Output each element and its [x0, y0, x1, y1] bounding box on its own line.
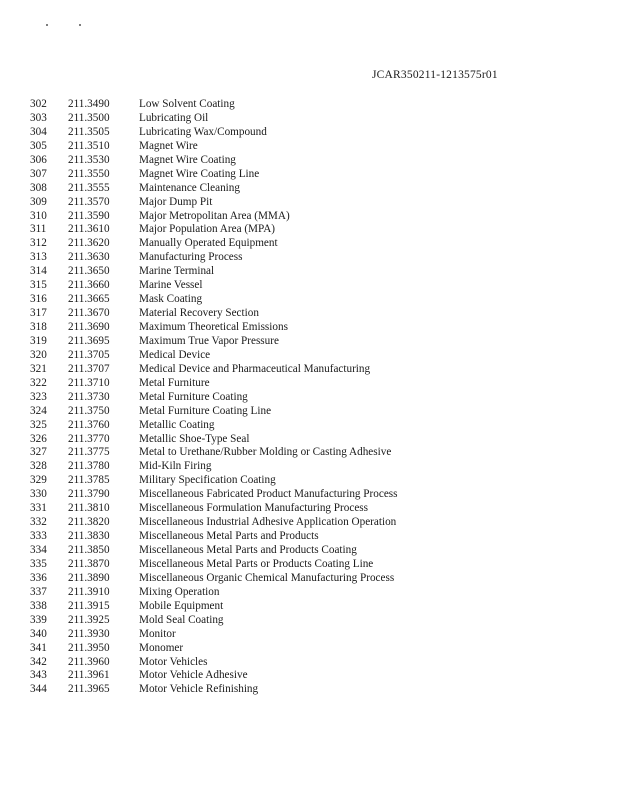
section-number: 211.3780 — [68, 460, 110, 473]
table-row — [30, 419, 610, 433]
row-number: 333 — [30, 530, 47, 543]
defined-term: Monitor — [139, 627, 176, 640]
table-row — [30, 349, 610, 363]
section-number: 211.3915 — [68, 599, 110, 612]
definitions-table — [30, 98, 610, 697]
table-row — [30, 196, 610, 210]
table-row — [30, 614, 610, 628]
table-row — [30, 210, 610, 224]
defined-term: Major Metropolitan Area (MMA) — [139, 209, 290, 222]
table-row — [30, 223, 610, 237]
defined-term: Miscellaneous Organic Chemical Manufacturing Process — [139, 571, 395, 584]
row-number: 318 — [30, 321, 47, 333]
defined-term: Maximum True Vapor Pressure — [139, 334, 279, 347]
section-number: 211.3770 — [68, 432, 110, 445]
defined-term: Mask Coating — [139, 293, 203, 306]
section-number: 211.3890 — [68, 571, 110, 584]
table-row — [30, 251, 610, 265]
table-row — [30, 586, 610, 600]
defined-term: Metal Furniture — [139, 376, 210, 389]
section-number: 211.3707 — [68, 362, 110, 375]
defined-term: Lubricating Oil — [139, 111, 209, 124]
scan-speck — [46, 24, 48, 26]
row-number: 323 — [30, 390, 47, 403]
defined-term: Motor Vehicle Refinishing — [139, 683, 259, 696]
defined-term: Marine Terminal — [139, 265, 215, 278]
defined-term: Metal Furniture Coating — [139, 390, 248, 403]
document-id: JCAR350211-1213575r01 — [372, 69, 498, 81]
defined-term: Metallic Coating — [139, 418, 215, 431]
table-row — [30, 237, 610, 251]
row-number: 305 — [30, 139, 47, 152]
section-number: 211.3930 — [68, 627, 110, 640]
defined-term: Magnet Wire — [139, 139, 198, 152]
table-row — [30, 544, 610, 558]
defined-term: Monomer — [139, 641, 184, 654]
defined-term: Major Population Area (MPA) — [139, 223, 276, 236]
row-number: 322 — [30, 376, 47, 389]
section-number: 211.3630 — [68, 251, 110, 264]
row-number: 336 — [30, 571, 47, 584]
table-row — [30, 182, 610, 196]
table-row — [30, 391, 610, 405]
table-row — [30, 98, 610, 112]
table-row — [30, 293, 610, 307]
section-number: 211.3650 — [68, 265, 110, 278]
defined-term: Miscellaneous Formulation Manufacturing Process — [139, 502, 368, 515]
table-row — [30, 265, 610, 279]
section-number: 211.3555 — [68, 181, 110, 194]
section-number: 211.3705 — [68, 348, 110, 361]
table-row — [30, 377, 610, 391]
row-number: 343 — [30, 669, 47, 682]
row-number: 311 — [30, 223, 47, 236]
section-number: 211.3925 — [68, 613, 110, 626]
table-row — [30, 405, 610, 419]
row-number: 307 — [30, 167, 47, 180]
row-number: 306 — [30, 153, 47, 166]
row-number: 330 — [30, 488, 47, 501]
table-row — [30, 279, 610, 293]
defined-term: Manufacturing Process — [139, 251, 243, 264]
table-row — [30, 335, 610, 349]
defined-term: Major Dump Pit — [139, 195, 213, 208]
row-number: 341 — [30, 641, 47, 654]
defined-term: Maintenance Cleaning — [139, 181, 240, 194]
section-number: 211.3760 — [68, 418, 110, 431]
row-number: 312 — [30, 237, 47, 250]
row-number: 310 — [30, 209, 47, 222]
section-number: 211.3850 — [68, 544, 110, 556]
section-number: 211.3750 — [68, 404, 110, 417]
section-number: 211.3660 — [68, 279, 110, 292]
table-row — [30, 126, 610, 140]
table-row — [30, 433, 610, 447]
row-number: 308 — [30, 181, 47, 194]
row-number: 342 — [30, 655, 47, 668]
defined-term: Mobile Equipment — [139, 599, 224, 612]
defined-term: Lubricating Wax/Compound — [139, 125, 267, 138]
row-number: 337 — [30, 585, 47, 598]
row-number: 326 — [30, 432, 47, 445]
defined-term: Maximum Theoretical Emissions — [139, 321, 288, 333]
row-number: 339 — [30, 613, 47, 626]
defined-term: Mold Seal Coating — [139, 613, 224, 626]
row-number: 303 — [30, 111, 47, 124]
row-number: 329 — [30, 474, 47, 487]
table-row — [30, 502, 610, 516]
row-number: 335 — [30, 557, 47, 570]
table-row — [30, 600, 610, 614]
row-number: 338 — [30, 599, 47, 612]
row-number: 319 — [30, 334, 47, 347]
section-number: 211.3500 — [68, 111, 110, 124]
table-row — [30, 530, 610, 544]
table-row — [30, 112, 610, 126]
section-number: 211.3490 — [68, 98, 110, 110]
table-row — [30, 683, 610, 697]
defined-term: Miscellaneous Metal Parts and Products — [139, 530, 319, 543]
defined-term: Magnet Wire Coating Line — [139, 167, 260, 180]
row-number: 340 — [30, 627, 47, 640]
table-row — [30, 558, 610, 572]
section-number: 211.3965 — [68, 683, 110, 696]
defined-term: Mixing Operation — [139, 585, 220, 598]
section-number: 211.3530 — [68, 153, 110, 166]
defined-term: Miscellaneous Fabricated Product Manufacturing Process — [139, 488, 398, 501]
row-number: 332 — [30, 516, 47, 529]
section-number: 211.3695 — [68, 334, 110, 347]
section-number: 211.3810 — [68, 502, 110, 515]
section-number: 211.3950 — [68, 641, 110, 654]
row-number: 315 — [30, 279, 47, 292]
section-number: 211.3570 — [68, 195, 110, 208]
defined-term: Miscellaneous Industrial Adhesive Application Operation — [139, 516, 397, 529]
table-row — [30, 307, 610, 321]
defined-term: Medical Device — [139, 348, 211, 361]
section-number: 211.3590 — [68, 209, 110, 222]
table-row — [30, 488, 610, 502]
section-number: 211.3775 — [68, 446, 110, 459]
table-row — [30, 572, 610, 586]
defined-term: Manually Operated Equipment — [139, 237, 278, 250]
defined-term: Motor Vehicle Adhesive — [139, 669, 248, 682]
defined-term: Material Recovery Section — [139, 307, 259, 320]
table-row — [30, 363, 610, 377]
section-number: 211.3870 — [68, 557, 110, 570]
section-number: 211.3610 — [68, 223, 110, 236]
table-row — [30, 168, 610, 182]
table-row — [30, 656, 610, 670]
row-number: 320 — [30, 348, 47, 361]
section-number: 211.3550 — [68, 167, 110, 180]
section-number: 211.3820 — [68, 516, 110, 529]
section-number: 211.3510 — [68, 139, 110, 152]
section-number: 211.3961 — [68, 669, 110, 682]
scan-speck — [79, 24, 81, 26]
section-number: 211.3785 — [68, 474, 110, 487]
table-row — [30, 460, 610, 474]
defined-term: Military Specification Coating — [139, 474, 276, 487]
table-row — [30, 628, 610, 642]
table-row — [30, 669, 610, 683]
section-number: 211.3790 — [68, 488, 110, 501]
table-row — [30, 474, 610, 488]
section-number: 211.3670 — [68, 307, 110, 320]
row-number: 317 — [30, 307, 47, 320]
row-number: 331 — [30, 502, 47, 515]
row-number: 334 — [30, 544, 47, 556]
defined-term: Miscellaneous Metal Parts or Products Coating Line — [139, 557, 374, 570]
section-number: 211.3960 — [68, 655, 110, 668]
table-row — [30, 642, 610, 656]
defined-term: Magnet Wire Coating — [139, 153, 236, 166]
row-number: 321 — [30, 362, 47, 375]
section-number: 211.3665 — [68, 293, 110, 306]
section-number: 211.3505 — [68, 125, 110, 138]
defined-term: Metal Furniture Coating Line — [139, 404, 272, 417]
defined-term: Low Solvent Coating — [139, 98, 235, 110]
table-row — [30, 140, 610, 154]
table-row — [30, 321, 610, 335]
defined-term: Marine Vessel — [139, 279, 203, 292]
section-number: 211.3830 — [68, 530, 110, 543]
section-number: 211.3910 — [68, 585, 110, 598]
table-row — [30, 516, 610, 530]
row-number: 327 — [30, 446, 47, 459]
defined-term: Metal to Urethane/Rubber Molding or Casting Adhesive — [139, 446, 392, 459]
defined-term: Medical Device and Pharmaceutical Manufacturing — [139, 362, 371, 375]
row-number: 344 — [30, 683, 47, 696]
defined-term: Metallic Shoe-Type Seal — [139, 432, 250, 445]
row-number: 314 — [30, 265, 47, 278]
defined-term: Motor Vehicles — [139, 655, 208, 668]
section-number: 211.3620 — [68, 237, 110, 250]
row-number: 313 — [30, 251, 47, 264]
table-row — [30, 446, 610, 460]
defined-term: Miscellaneous Metal Parts and Products Coating — [139, 544, 357, 556]
defined-term: Mid-Kiln Firing — [139, 460, 212, 473]
row-number: 325 — [30, 418, 47, 431]
row-number: 316 — [30, 293, 47, 306]
row-number: 304 — [30, 125, 47, 138]
row-number: 309 — [30, 195, 47, 208]
section-number: 211.3690 — [68, 321, 110, 333]
row-number: 302 — [30, 98, 47, 110]
row-number: 324 — [30, 404, 47, 417]
section-number: 211.3730 — [68, 390, 110, 403]
table-row — [30, 154, 610, 168]
section-number: 211.3710 — [68, 376, 110, 389]
row-number: 328 — [30, 460, 47, 473]
